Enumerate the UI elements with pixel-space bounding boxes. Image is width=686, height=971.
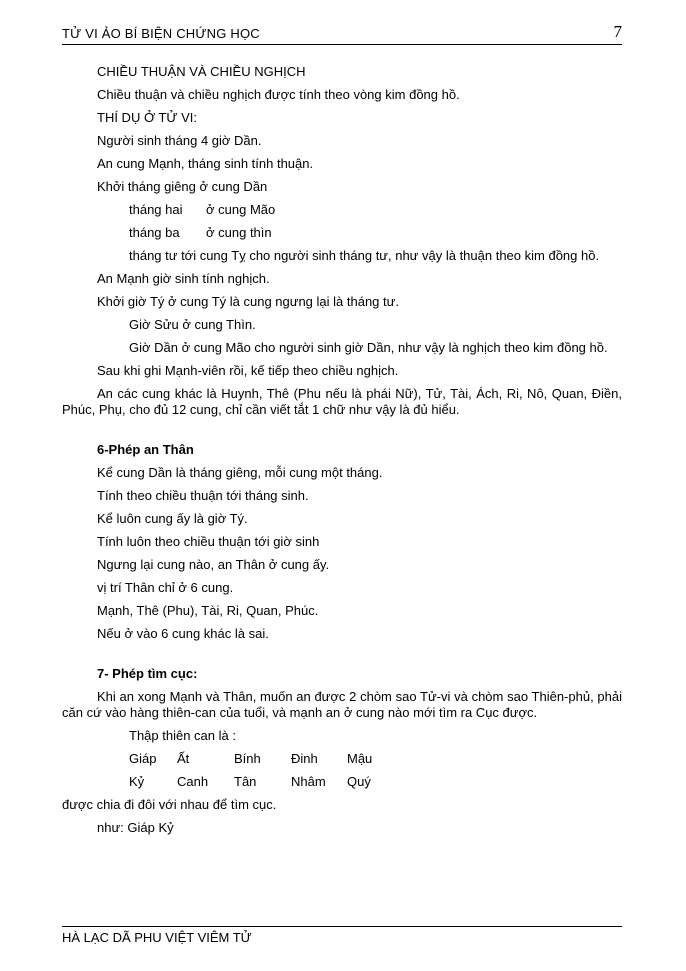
example-heading: THÍ DỤ Ở TỬ VI: xyxy=(97,110,198,125)
page-number: 7 xyxy=(613,22,622,41)
month-place: ở cung Mão xyxy=(206,202,276,217)
paragraph: Khi an xong Mạnh và Thân, muốn an được 2 chòm sao Tử-vi và chòm sao Thiên-phủ, phải căn cứ vào hàng thiên-can của tuổi, và mạnh an ở cung nào mới tìm ra Cục được. xyxy=(62,689,622,720)
paragraph: Khởi giờ Tý ở cung Tý là cung ngưng lại là tháng tư. xyxy=(97,294,399,309)
paragraph: Giờ Sửu ở cung Thìn. xyxy=(129,317,256,332)
month-line xyxy=(62,202,622,218)
can-cell: Ất xyxy=(177,751,190,766)
section-7-heading: 7- Phép tìm cục: xyxy=(97,666,198,681)
paragraph: Khởi tháng giêng ở cung Dần xyxy=(97,179,268,194)
paragraph: Chiều thuận và chiều nghịch được tính theo vòng kim đồng hồ. xyxy=(97,87,460,102)
can-cell: Giáp xyxy=(129,751,157,766)
list-item: Tính theo chiều thuận tới tháng sinh. xyxy=(97,488,309,503)
paragraph: Giờ Dần ở cung Mão cho người sinh giờ Dần, như vậy là nghịch theo kim đồng hồ. xyxy=(129,340,608,355)
month-place: ở cung thìn xyxy=(206,225,272,240)
list-item: Nếu ở vào 6 cung khác là sai. xyxy=(97,626,269,641)
can-row-1 xyxy=(62,751,622,767)
spacer xyxy=(62,649,622,666)
can-cell: Bính xyxy=(234,751,261,766)
list-item: Tính luôn theo chiều thuận tới giờ sinh xyxy=(97,534,320,549)
month-label: tháng ba xyxy=(129,225,180,240)
header-title: TỬ VI ẢO BÍ BIỆN CHỨNG HỌC xyxy=(62,26,260,41)
paragraph: Sau khi ghi Mạnh-viên rồi, kế tiếp theo chiều nghịch. xyxy=(97,363,399,378)
can-cell: Canh xyxy=(177,774,209,789)
page-body xyxy=(62,64,622,843)
spacer xyxy=(62,425,622,442)
month-line xyxy=(62,225,622,241)
can-row-2 xyxy=(62,774,622,790)
can-cell: Nhâm xyxy=(291,774,326,789)
can-cell: Quý xyxy=(347,774,371,789)
list-item: Mạnh, Thê (Phu), Tài, Ri, Quan, Phúc. xyxy=(97,603,319,618)
paragraph: tháng tư tới cung Tỵ cho người sinh tháng tư, như vậy là thuận theo kim đồng hồ. xyxy=(129,248,600,263)
can-label: Thập thiên can là : xyxy=(129,728,236,743)
can-cell: Kỷ xyxy=(129,774,145,789)
subheading-direction: CHIỀU THUẬN VÀ CHIỀU NGHỊCH xyxy=(97,64,306,79)
paragraph: An Mạnh giờ sinh tính nghịch. xyxy=(97,271,270,286)
list-item: Kể luôn cung ấy là giờ Tý. xyxy=(97,511,248,526)
page-footer: HÀ LẠC DÃ PHU VIỆT VIÊM TỬ xyxy=(62,926,622,945)
paragraph: An cung Mạnh, tháng sinh tính thuận. xyxy=(97,156,314,171)
can-cell: Đinh xyxy=(291,751,318,766)
list-item: Kể cung Dần là tháng giêng, mỗi cung một tháng. xyxy=(97,465,383,480)
paragraph: như: Giáp Kỷ xyxy=(97,820,174,835)
paragraph: được chia đi đôi với nhau để tìm cục. xyxy=(62,797,277,812)
can-cell: Mậu xyxy=(347,751,373,766)
list-item: Ngưng lại cung nào, an Thân ở cung ấy. xyxy=(97,557,330,572)
list-item: vị trí Thân chỉ ở 6 cung. xyxy=(97,580,234,595)
can-cell: Tân xyxy=(234,774,257,789)
section-6-heading: 6-Phép an Thân xyxy=(97,442,194,457)
page-header xyxy=(62,24,622,45)
month-label: tháng hai xyxy=(129,202,183,217)
paragraph: Người sinh tháng 4 giờ Dần. xyxy=(97,133,262,148)
paragraph: An các cung khác là Huynh, Thê (Phu nếu là phái Nữ), Tử, Tài, Ách, Ri, Nô, Quan, Điền, Phúc, Phụ, cho đủ 12 cung, chỉ cần viết tắt 1 chữ như vậy là đủ hiểu. xyxy=(62,386,622,417)
